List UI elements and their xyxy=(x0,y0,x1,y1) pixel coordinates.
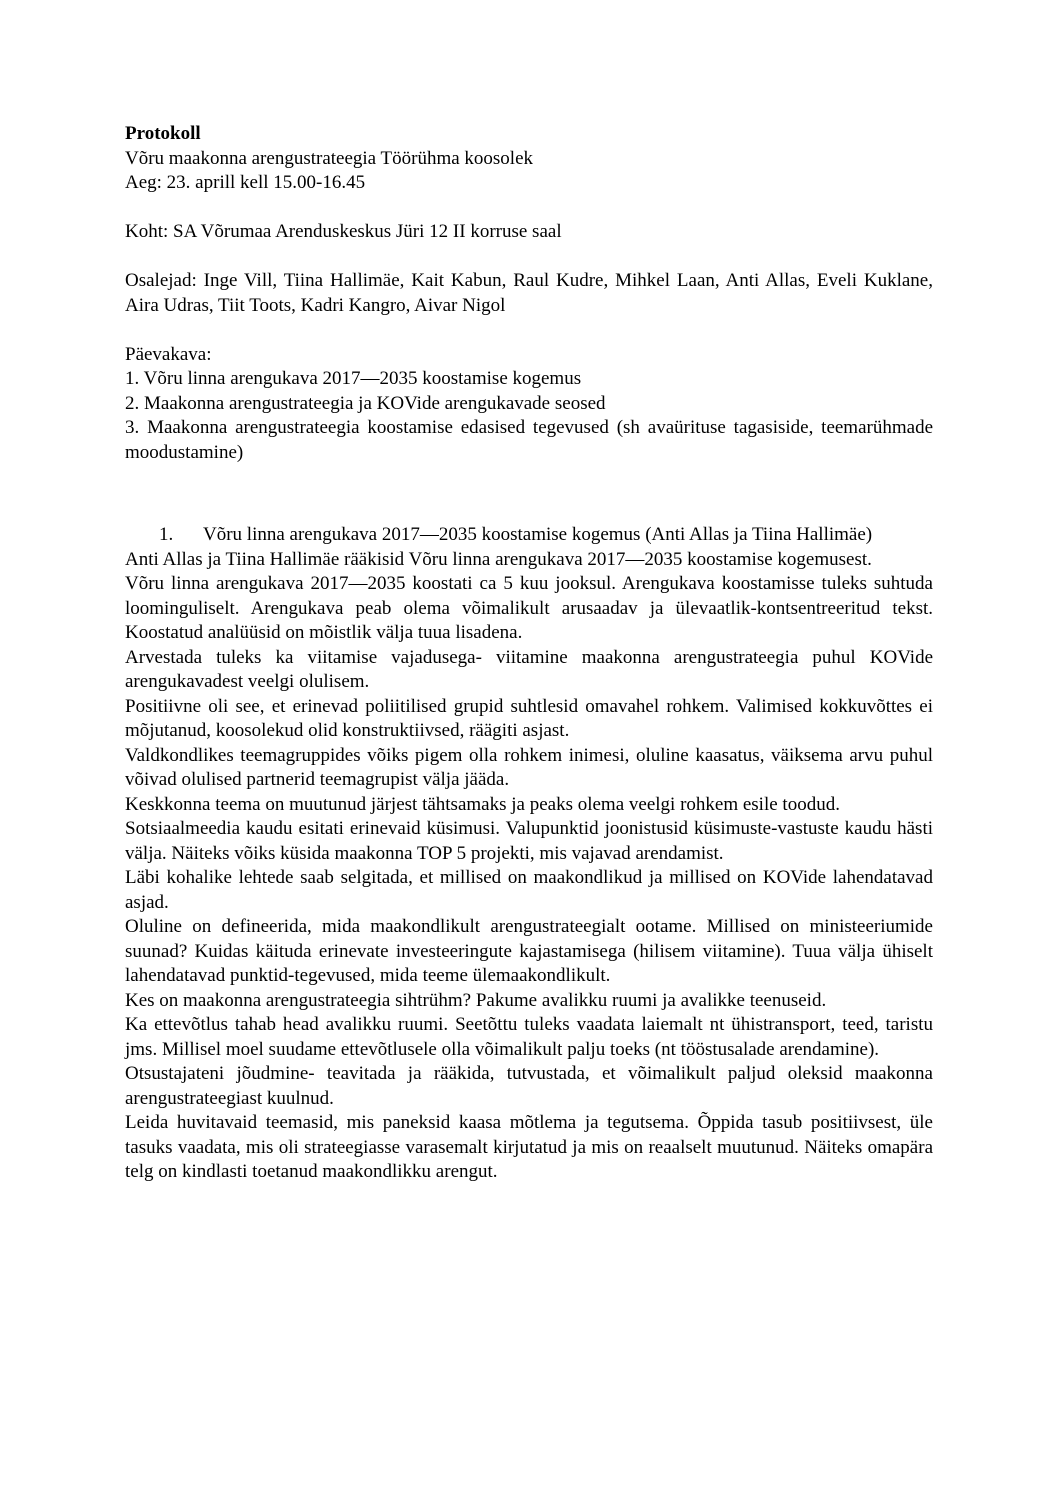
agenda-label: Päevakava: xyxy=(125,343,212,365)
paragraph: Läbi kohalike lehtede saab selgitada, et millised on maakondlikud ja millised on KOVide lahendatavad asjad. xyxy=(125,867,933,913)
paragraph: Valdkondlikes teemagruppides võiks pigem olla rohkem inimesi, oluline kaasatus, väiksema arvu puhul võivad olulised partnerid teemagrupist välja jääda. xyxy=(125,744,933,790)
document-page xyxy=(125,122,933,1185)
paragraph: Anti Allas ja Tiina Hallimäe rääkisid Võru linna arengukava 2017—2035 koostamise kogemusest. xyxy=(125,548,872,570)
paragraph: Arvestada tuleks ka viitamise vajadusega- viitamine maakonna arengustrateegia puhul KOVide arengukavadest veelgi olulisem. xyxy=(125,646,933,692)
spacer xyxy=(125,245,933,270)
meeting-place: Koht: SA Võrumaa Arenduskeskus Jüri 12 II korruse saal xyxy=(125,221,562,242)
spacer xyxy=(125,318,933,343)
paragraph: Kes on maakonna arengustrateegia sihtrühm? Pakume avalikku ruumi ja avalikke teenuseid. xyxy=(125,989,827,1011)
agenda-item: 3. Maakonna arengustrateegia koostamise edasised tegevused (sh avaürituse tagasiside, teemarühmade moodustamine) xyxy=(125,417,933,463)
meeting-name: Võru maakonna arengustrateegia Töörühma koosolek xyxy=(125,147,534,169)
section-body xyxy=(125,548,933,1185)
agenda-item: 2. Maakonna arengustrateegia ja KOVide arengukavade seosed xyxy=(125,392,606,414)
paragraph: Positiivne oli see, et erinevad poliitilised grupid suhtlesid omavahel rohkem. Valimised kokkuvõttes ei mõjutanud, koosolekud olid konstruktiivsed, räägiti asjast. xyxy=(125,695,933,741)
paragraph: Sotsiaalmeedia kaudu esitati erinevaid küsimusi. Valupunktid joonistusid küsimuste-vastuste kaudu hästi välja. Näiteks võiks küsida maakonna TOP 5 projekti, mis vajavad arendamist. xyxy=(125,818,933,864)
paragraph: Ka ettevõtlus tahab head avalikku ruumi. Seetõttu tuleks vaadata laiemalt nt ühistransport, teed, taristu jms. Millisel moel suudame ettevõtlusele olla võimalikult palju toeks (nt tööstusalade arendamine). xyxy=(125,1014,933,1060)
paragraph: Leida huvitavaid teemasid, mis paneksid kaasa mõtlema ja tegutsema. Õppida tasub positiivsest, üle tasuks vaadata, mis oli strateegiasse varasemalt kirjutatud ja mis on reaalselt muutunud. Näiteks omapära telg on kindlasti toetanud maakondlikku arengut. xyxy=(125,1112,933,1182)
paragraph: Keskkonna teema on muutunud järjest tähtsamaks ja peaks olema veelgi rohkem esile toodud. xyxy=(125,793,840,815)
section-number: 1. xyxy=(159,524,174,545)
meeting-time: Aeg: 23. aprill kell 15.00-16.45 xyxy=(125,172,366,193)
section-heading xyxy=(125,523,933,548)
paragraph: Otsustajateni jõudmine- teavitada ja rääkida, tutvustada, et võimalikult paljud oleksid maakonna arengustrateegiast kuulnud. xyxy=(125,1063,933,1109)
section-heading-text: Võru linna arengukava 2017—2035 koostamise kogemus (Anti Allas ja Tiina Hallimäe) xyxy=(203,524,873,545)
spacer xyxy=(125,196,933,221)
participants: Osalejad: Inge Vill, Tiina Hallimäe, Kait Kabun, Raul Kudre, Mihkel Laan, Anti Allas, Eveli Kuklane, Aira Udras, Tiit Toots, Kadri Kangro, Aivar Nigol xyxy=(125,270,933,316)
agenda-item: 1. Võru linna arengukava 2017—2035 koostamise kogemus xyxy=(125,368,582,389)
paragraph: Oluline on defineerida, mida maakondlikult arengustrateegialt ootame. Millised on ministeeriumide suunad? Kuidas käituda erinevate investeeringute kajastamisega (hilisem viitamine). Tuua välja ühiselt lahendatavad punktid-tegevused, mida teeme ülemaakondlikult. xyxy=(125,916,933,986)
paragraph: Võru linna arengukava 2017—2035 koostati ca 5 kuu jooksul. Arengukava koostamisse tuleks suhtuda loominguliselt. Arengukava peab olema võimalikult arusaadav ja ülevaatlik-kontsentreeritud tekst. Koostatud analüüsid on mõistlik välja tuua lisadena. xyxy=(125,573,933,643)
document-title: Protokoll xyxy=(125,123,201,144)
agenda-list xyxy=(125,367,933,465)
